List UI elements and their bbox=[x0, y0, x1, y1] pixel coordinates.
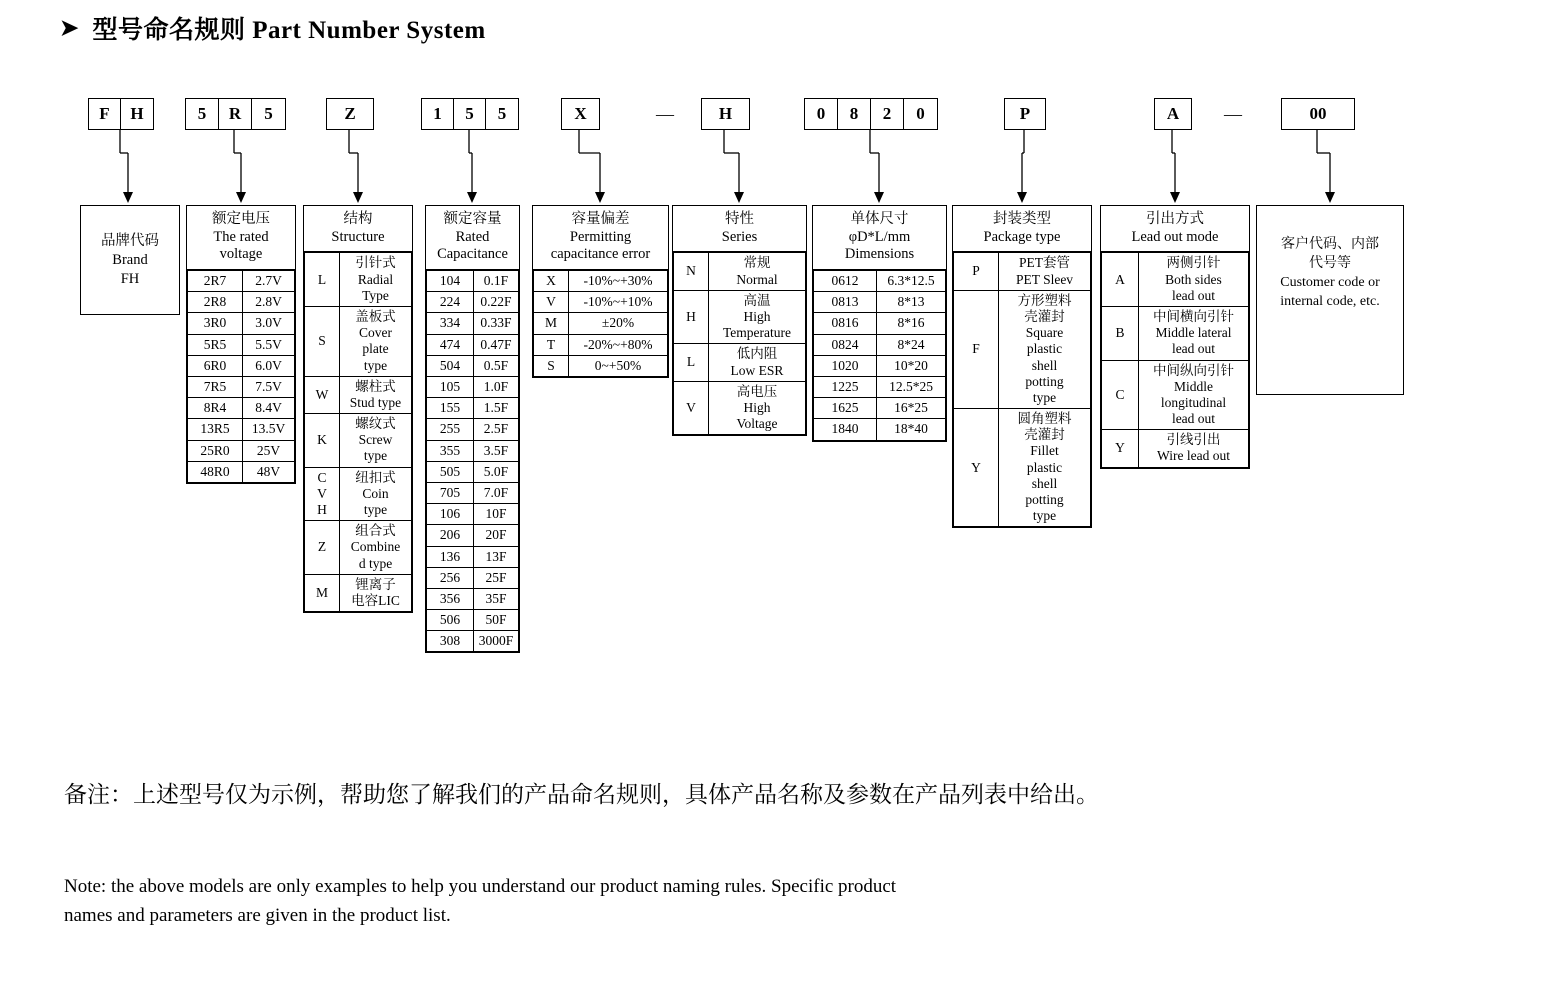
table-cell: 505 bbox=[427, 461, 474, 482]
table-cell: 5R5 bbox=[188, 334, 243, 355]
table-cell: 334 bbox=[427, 313, 474, 334]
series-head-en: Series bbox=[721, 228, 758, 245]
table-cell: 104 bbox=[427, 271, 474, 292]
table-cell-text: 盖板式 Cover plate type bbox=[340, 306, 412, 376]
code-cell-voltage-code-1: R bbox=[219, 99, 252, 129]
table-row bbox=[814, 355, 946, 376]
table-row bbox=[188, 355, 295, 376]
table-cell: 155 bbox=[427, 398, 474, 419]
table-cell-text: 引针式 Radial Type bbox=[340, 253, 412, 307]
reserve-body-en2: internal code, etc. bbox=[1280, 293, 1380, 309]
cap-head-en1: Rated bbox=[455, 228, 490, 245]
table-cell-code: K bbox=[305, 414, 340, 468]
column-structure bbox=[303, 205, 413, 613]
table-cell: 224 bbox=[427, 292, 474, 313]
table-row bbox=[305, 253, 412, 307]
code-cell-dimensions-code-3: 0 bbox=[916, 104, 925, 123]
table-row bbox=[427, 355, 519, 376]
table-row bbox=[427, 377, 519, 398]
table-cell: 2R8 bbox=[188, 292, 243, 313]
table-cell: 7.5V bbox=[243, 377, 295, 398]
table-cell: 13R5 bbox=[188, 419, 243, 440]
table-cell: 255 bbox=[427, 419, 474, 440]
table-row bbox=[305, 414, 412, 468]
reserve-body-en1: Customer code or bbox=[1280, 274, 1380, 290]
code-cell-brand-code-1: H bbox=[130, 104, 144, 123]
voltage-head-cn: 额定电压 bbox=[212, 211, 270, 227]
table-row bbox=[427, 271, 519, 292]
table-row bbox=[674, 381, 806, 435]
table-cell: S bbox=[534, 355, 569, 376]
table-row bbox=[305, 574, 412, 611]
column-brand bbox=[80, 205, 180, 315]
table-row bbox=[427, 504, 519, 525]
table-cell: 308 bbox=[427, 631, 474, 652]
code-dash-1: — bbox=[1224, 103, 1242, 124]
table-cell: 0612 bbox=[814, 271, 877, 292]
table-cell: 1.5F bbox=[474, 398, 519, 419]
pkg-head-en: Package type bbox=[983, 228, 1061, 245]
code-group-tolerance-code bbox=[561, 98, 600, 130]
table-cell: 10F bbox=[474, 504, 519, 525]
table-cell-code: F bbox=[954, 290, 999, 408]
page-title bbox=[60, 10, 486, 46]
table-row bbox=[814, 271, 946, 292]
table-row bbox=[188, 377, 295, 398]
table-row bbox=[427, 631, 519, 652]
table-cell: 0816 bbox=[814, 313, 877, 334]
table-row bbox=[814, 292, 946, 313]
table-cell: 2.5F bbox=[474, 419, 519, 440]
column-reserve bbox=[1256, 205, 1404, 395]
table-row bbox=[954, 253, 1091, 290]
table-row bbox=[305, 521, 412, 575]
table-cell-text: 引线引出 Wire lead out bbox=[1139, 430, 1249, 467]
table-cell: 3.5F bbox=[474, 440, 519, 461]
table-cell: 25F bbox=[474, 567, 519, 588]
table-cell: -10%~+30% bbox=[569, 271, 668, 292]
table-row bbox=[674, 253, 806, 290]
voltage-head-en1: The rated bbox=[213, 228, 269, 245]
table-cell-code: P bbox=[954, 253, 999, 290]
table-row bbox=[427, 461, 519, 482]
table-cell: 0.33F bbox=[474, 313, 519, 334]
table-cell: 0.22F bbox=[474, 292, 519, 313]
table-row bbox=[954, 409, 1091, 527]
table-cell-text: 纽扣式 Coin type bbox=[340, 467, 412, 521]
table-cell: 356 bbox=[427, 588, 474, 609]
table-row bbox=[427, 588, 519, 609]
table-cell: 206 bbox=[427, 525, 474, 546]
code-group-dimensions-code bbox=[804, 98, 938, 130]
table-row bbox=[814, 377, 946, 398]
table-cell: 35F bbox=[474, 588, 519, 609]
table-cell: 5.5V bbox=[243, 334, 295, 355]
table-row bbox=[1102, 253, 1249, 307]
note-english bbox=[64, 872, 1316, 931]
table-cell: 6.3*12.5 bbox=[877, 271, 946, 292]
code-cell-package-code-0: P bbox=[1019, 104, 1031, 123]
table-cell: 13.5V bbox=[243, 419, 295, 440]
voltage-table bbox=[187, 270, 295, 483]
table-cell: 105 bbox=[427, 377, 474, 398]
code-cell-structure-code-0: Z bbox=[344, 104, 356, 123]
table-cell: 6R0 bbox=[188, 355, 243, 376]
table-row bbox=[427, 313, 519, 334]
table-cell-text: 高温 High Temperature bbox=[709, 290, 806, 344]
tol-head-en2: capacitance error bbox=[550, 246, 651, 263]
table-cell: 0824 bbox=[814, 334, 877, 355]
table-cell: 474 bbox=[427, 334, 474, 355]
table-cell: 506 bbox=[427, 610, 474, 631]
table-cell: 0.47F bbox=[474, 334, 519, 355]
note-english-line1: Note: the above models are only examples to help you understand our product naming rules. Specific product bbox=[64, 876, 897, 897]
table-row bbox=[427, 292, 519, 313]
table-cell-code: C bbox=[1102, 360, 1139, 430]
table-row bbox=[427, 482, 519, 503]
code-group-voltage-code bbox=[185, 98, 286, 130]
table-row bbox=[427, 610, 519, 631]
table-cell: 25R0 bbox=[188, 440, 243, 461]
table-cell: 10*20 bbox=[877, 355, 946, 376]
table-cell-text: 螺纹式 Screw type bbox=[340, 414, 412, 468]
structure-head-cn: 结构 bbox=[343, 211, 373, 227]
reserve-body-cn1: 客户代码、内部 bbox=[1281, 237, 1379, 252]
table-row bbox=[534, 313, 668, 334]
table-cell: 0813 bbox=[814, 292, 877, 313]
pkg-head-cn: 封装类型 bbox=[993, 211, 1051, 227]
code-cell-tolerance-code-0: X bbox=[574, 104, 587, 123]
table-cell-text: 方形塑料 壳灌封 Square plastic shell potting type bbox=[999, 290, 1091, 408]
code-group-series-code bbox=[701, 98, 750, 130]
column-capacitance-tolerance bbox=[532, 205, 669, 378]
structure-table bbox=[304, 252, 412, 612]
column-package-type bbox=[952, 205, 1092, 528]
table-cell: 13F bbox=[474, 546, 519, 567]
table-cell-code: Y bbox=[954, 409, 999, 527]
table-cell: -20%~+80% bbox=[569, 334, 668, 355]
column-rated-voltage bbox=[186, 205, 296, 484]
table-row bbox=[427, 525, 519, 546]
table-cell: 12.5*25 bbox=[877, 377, 946, 398]
table-cell: 8*24 bbox=[877, 334, 946, 355]
table-row bbox=[814, 313, 946, 334]
note-english-line2: names and parameters are given in the product list. bbox=[64, 905, 451, 927]
table-cell: 8*13 bbox=[877, 292, 946, 313]
code-cell-capacitance-code-0: 1 bbox=[422, 99, 454, 129]
code-cell-dimensions-code-2: 2 bbox=[871, 99, 904, 129]
table-cell-text: 螺柱式 Stud type bbox=[340, 376, 412, 413]
table-cell: 8.4V bbox=[243, 398, 295, 419]
voltage-head-en2: voltage bbox=[219, 246, 263, 263]
table-row bbox=[1102, 306, 1249, 360]
code-cell-capacitance-code-2: 5 bbox=[497, 104, 507, 123]
column-rated-capacitance bbox=[425, 205, 520, 653]
table-cell: 5.0F bbox=[474, 461, 519, 482]
bullet-icon: ➤ bbox=[60, 15, 79, 40]
code-cell-brand-code-0: F bbox=[89, 99, 121, 129]
note-chinese: 备注：上述型号仅为示例，帮助您了解我们的产品命名规则，具体产品名称及参数在产品列表中给出。 bbox=[64, 782, 1099, 807]
table-row bbox=[427, 440, 519, 461]
table-cell: 16*25 bbox=[877, 398, 946, 419]
brand-header-cn: 品牌代码 bbox=[101, 233, 159, 249]
code-group-brand-code bbox=[88, 98, 154, 130]
brand-value: FH bbox=[120, 270, 140, 287]
capacitance-table bbox=[426, 270, 519, 652]
lead-head-cn: 引出方式 bbox=[1146, 211, 1204, 227]
table-cell: 0.1F bbox=[474, 271, 519, 292]
table-cell: 2.8V bbox=[243, 292, 295, 313]
table-cell: 8R4 bbox=[188, 398, 243, 419]
table-row bbox=[305, 467, 412, 521]
table-cell: 504 bbox=[427, 355, 474, 376]
table-cell: 136 bbox=[427, 546, 474, 567]
table-cell: 2.7V bbox=[243, 271, 295, 292]
table-cell-text: 中间纵向引针 Middle longitudinal lead out bbox=[1139, 360, 1249, 430]
code-cell-dimensions-code-1: 8 bbox=[838, 99, 871, 129]
code-cell-dimensions-code-0: 0 bbox=[805, 99, 838, 129]
table-cell: 2R7 bbox=[188, 271, 243, 292]
table-cell-text: 低内阻 Low ESR bbox=[709, 344, 806, 381]
table-cell-code: H bbox=[674, 290, 709, 344]
table-cell-code: M bbox=[305, 574, 340, 611]
cap-head-en2: Capacitance bbox=[437, 246, 508, 263]
table-cell-text: 两侧引针 Both sides lead out bbox=[1139, 253, 1249, 307]
table-cell: 20F bbox=[474, 525, 519, 546]
table-row bbox=[427, 567, 519, 588]
table-cell: 256 bbox=[427, 567, 474, 588]
structure-head-en: Structure bbox=[331, 228, 385, 245]
reserve-body-cn2: 代号等 bbox=[1309, 255, 1351, 271]
table-cell: M bbox=[534, 313, 569, 334]
table-cell: 50F bbox=[474, 610, 519, 631]
table-cell: 3000F bbox=[474, 631, 519, 652]
code-group-capacitance-code bbox=[421, 98, 519, 130]
code-cell-capacitance-code-1: 5 bbox=[454, 99, 486, 129]
table-cell: 7R5 bbox=[188, 377, 243, 398]
code-cell-leadout-code-0: A bbox=[1166, 104, 1180, 123]
table-cell-text: 组合式 Combine d type bbox=[340, 521, 412, 575]
table-cell: 1020 bbox=[814, 355, 877, 376]
table-cell: 48V bbox=[243, 461, 295, 482]
table-cell: 705 bbox=[427, 482, 474, 503]
table-cell: 1840 bbox=[814, 419, 877, 440]
leadout-table bbox=[1101, 252, 1249, 467]
series-head-cn: 特性 bbox=[725, 211, 754, 227]
table-row bbox=[534, 334, 668, 355]
table-cell-text: PET套管 PET Sleev bbox=[999, 253, 1091, 290]
code-dash-0: — bbox=[656, 103, 674, 124]
table-row bbox=[534, 292, 668, 313]
series-table bbox=[673, 252, 806, 435]
table-cell-code: V bbox=[674, 381, 709, 435]
table-cell: 106 bbox=[427, 504, 474, 525]
table-cell-code: B bbox=[1102, 306, 1139, 360]
table-cell: X bbox=[534, 271, 569, 292]
code-cell-voltage-code-2: 5 bbox=[264, 104, 273, 123]
table-row bbox=[188, 271, 295, 292]
table-cell: 3.0V bbox=[243, 313, 295, 334]
dim-head-en1: φD*L/mm bbox=[848, 228, 911, 245]
dim-head-en2: Dimensions bbox=[844, 246, 915, 263]
table-cell-text: 锂离子 电容LIC bbox=[340, 574, 412, 611]
lead-head-en: Lead out mode bbox=[1131, 228, 1219, 245]
table-cell: 355 bbox=[427, 440, 474, 461]
table-cell: 48R0 bbox=[188, 461, 243, 482]
table-cell-text: 中间横向引针 Middle lateral lead out bbox=[1139, 306, 1249, 360]
table-cell: 0~+50% bbox=[569, 355, 668, 376]
table-row bbox=[1102, 430, 1249, 467]
table-row bbox=[427, 334, 519, 355]
table-cell-text: 圆角塑料 壳灌封 Fillet plastic shell potting type bbox=[999, 409, 1091, 527]
table-row bbox=[814, 334, 946, 355]
tolerance-table bbox=[533, 270, 668, 377]
table-cell-code: Y bbox=[1102, 430, 1139, 467]
table-cell: 18*40 bbox=[877, 419, 946, 440]
table-row bbox=[305, 306, 412, 376]
table-cell-text: 常规 Normal bbox=[709, 253, 806, 290]
table-row bbox=[305, 376, 412, 413]
table-cell: 1225 bbox=[814, 377, 877, 398]
table-row bbox=[814, 419, 946, 440]
table-cell: T bbox=[534, 334, 569, 355]
brand-header-en: Brand bbox=[112, 251, 148, 268]
table-row bbox=[188, 419, 295, 440]
table-row bbox=[188, 334, 295, 355]
table-cell: ±20% bbox=[569, 313, 668, 334]
table-row bbox=[427, 546, 519, 567]
table-cell: 6.0V bbox=[243, 355, 295, 376]
table-row bbox=[534, 355, 668, 376]
code-cell-reserve-code-0: 00 bbox=[1309, 104, 1327, 123]
table-cell: -10%~+10% bbox=[569, 292, 668, 313]
table-cell-code: W bbox=[305, 376, 340, 413]
tol-head-cn: 容量偏差 bbox=[571, 211, 630, 227]
table-row bbox=[954, 290, 1091, 408]
table-cell: 7.0F bbox=[474, 482, 519, 503]
table-cell: 25V bbox=[243, 440, 295, 461]
table-row bbox=[814, 398, 946, 419]
table-cell-code: S bbox=[305, 306, 340, 376]
table-cell: 3R0 bbox=[188, 313, 243, 334]
table-cell-code: C V H bbox=[305, 467, 340, 521]
table-cell: 1.0F bbox=[474, 377, 519, 398]
code-group-leadout-code bbox=[1154, 98, 1192, 130]
code-cell-series-code-0: H bbox=[718, 104, 733, 123]
column-series bbox=[672, 205, 807, 436]
table-cell: 1625 bbox=[814, 398, 877, 419]
table-cell: 0.5F bbox=[474, 355, 519, 376]
table-cell-code: N bbox=[674, 253, 709, 290]
table-row bbox=[674, 290, 806, 344]
dim-head-cn: 单体尺寸 bbox=[850, 211, 909, 227]
package-table bbox=[953, 252, 1091, 527]
table-row bbox=[427, 419, 519, 440]
table-row bbox=[188, 398, 295, 419]
code-group-structure-code bbox=[326, 98, 374, 130]
table-row bbox=[188, 292, 295, 313]
table-row bbox=[188, 440, 295, 461]
table-cell-code: L bbox=[305, 253, 340, 307]
table-row bbox=[674, 344, 806, 381]
dimensions-table bbox=[813, 270, 946, 441]
table-cell-code: Z bbox=[305, 521, 340, 575]
table-cell-code: L bbox=[674, 344, 709, 381]
code-group-package-code bbox=[1004, 98, 1046, 130]
column-dimensions bbox=[812, 205, 947, 442]
tol-head-en1: Permitting bbox=[569, 228, 632, 245]
table-row bbox=[188, 461, 295, 482]
table-row bbox=[427, 398, 519, 419]
table-row bbox=[534, 271, 668, 292]
table-cell-code: A bbox=[1102, 253, 1139, 307]
cap-head-cn: 额定容量 bbox=[443, 211, 502, 227]
table-cell-text: 高电压 High Voltage bbox=[709, 381, 806, 435]
table-cell: 8*16 bbox=[877, 313, 946, 334]
table-row bbox=[1102, 360, 1249, 430]
table-row bbox=[188, 313, 295, 334]
table-cell: V bbox=[534, 292, 569, 313]
code-group-reserve-code bbox=[1281, 98, 1355, 130]
code-cell-voltage-code-0: 5 bbox=[186, 99, 219, 129]
column-lead-out-mode bbox=[1100, 205, 1250, 469]
page-title-text: 型号命名规则 Part Number System bbox=[92, 17, 486, 44]
